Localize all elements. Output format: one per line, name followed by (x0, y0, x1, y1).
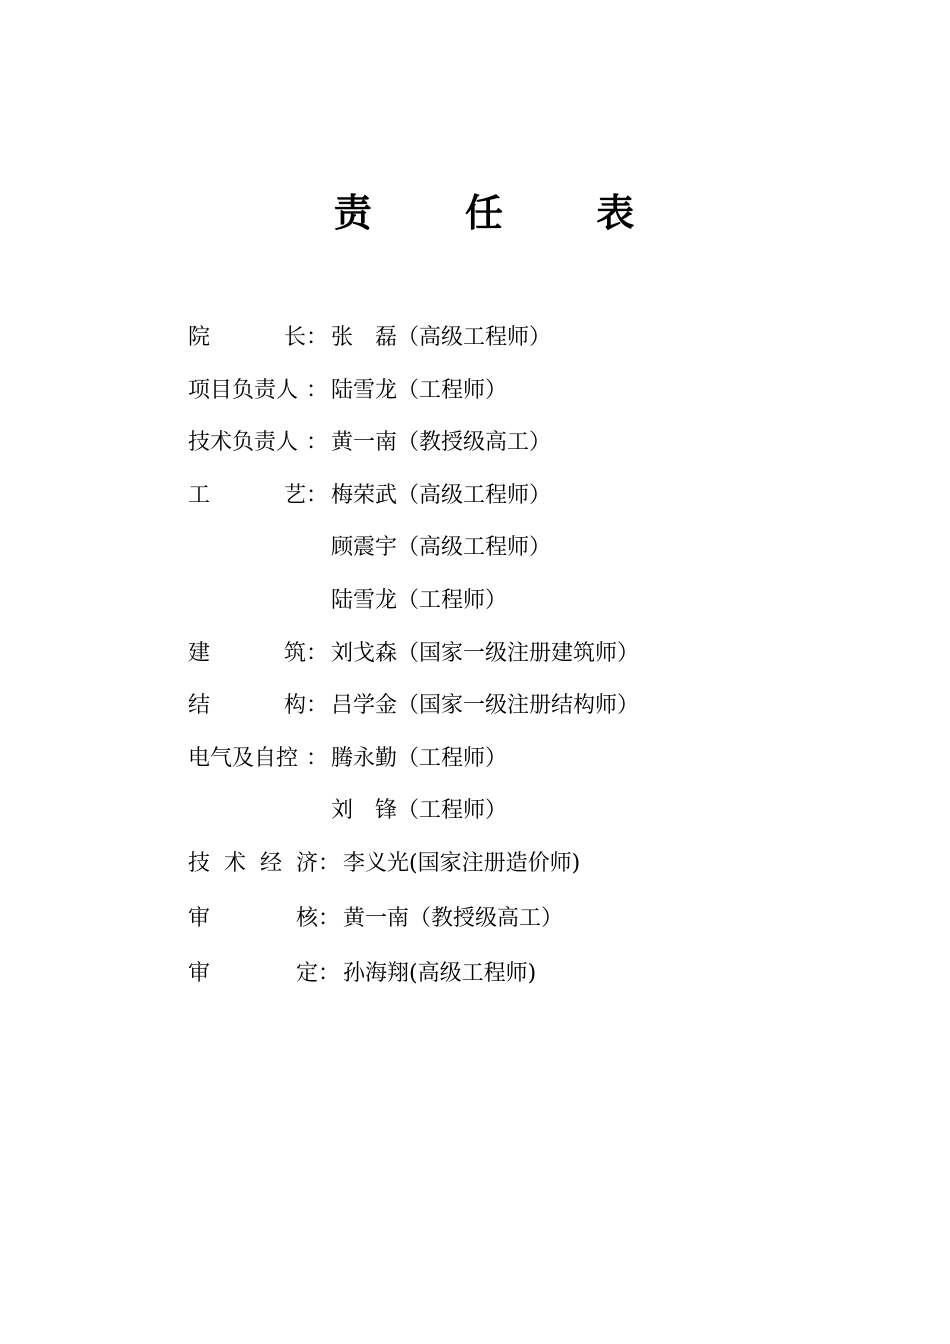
person-entry (331, 581, 507, 621)
person-qualification: （工程师） (397, 377, 508, 403)
colon: ： (306, 693, 329, 719)
colon: ： (306, 640, 329, 666)
person-qualification: （教授级高工） (397, 430, 552, 456)
person-entry (331, 476, 551, 516)
person-qualification: （教授级高工） (409, 905, 564, 931)
role-char: 构 (284, 693, 307, 719)
role-label: 项目负责人 (188, 377, 299, 403)
person-entry (331, 686, 639, 726)
person-entry (331, 371, 507, 411)
person-qualification: （国家一级注册结构师） (397, 693, 640, 719)
person-qualification: (国家注册造价师) (409, 850, 581, 876)
role-char: 艺 (284, 482, 307, 508)
person-entry (331, 528, 551, 568)
colon: ： (306, 430, 329, 456)
role-char: 技 (188, 850, 211, 876)
person-name: 梅荣武 (331, 482, 398, 508)
person-name: 陆雪龙 (331, 587, 398, 613)
person-name: 刘 锋 (331, 798, 398, 824)
person-qualification: （高级工程师） (397, 325, 552, 350)
person-qualification: （高级工程师） (397, 482, 552, 508)
role-char: 结 (188, 693, 211, 719)
person-name: 顾震宇 (331, 535, 398, 561)
person-name: 孙海翔 (343, 960, 410, 986)
person-name: 黄一南 (343, 905, 410, 931)
role-char: 审 (188, 960, 211, 986)
role-char: 长 (284, 325, 307, 350)
role-char: 院 (188, 325, 211, 350)
person-entry (331, 423, 551, 463)
person-entry (343, 844, 580, 884)
colon: ： (306, 325, 329, 350)
person-name: 吕学金 (331, 693, 398, 719)
colon: ： (318, 960, 341, 986)
colon: ： (306, 482, 329, 508)
person-qualification: （工程师） (397, 798, 508, 824)
person-qualification: （工程师） (397, 745, 508, 771)
role-label: 技术负责人 (188, 430, 299, 456)
role-char: 定 (296, 960, 319, 986)
person-qualification: （高级工程师） (397, 535, 552, 561)
person-entry (331, 739, 507, 779)
role-char: 筑 (284, 640, 307, 666)
role-char: 核 (296, 905, 319, 931)
colon: ： (318, 850, 341, 876)
person-qualification: (高级工程师) (409, 960, 537, 986)
person-entry (331, 318, 551, 358)
role-char: 建 (188, 640, 211, 666)
colon: ： (318, 905, 341, 931)
colon: ： (306, 745, 329, 771)
person-qualification: （国家一级注册建筑师） (397, 640, 640, 666)
person-name: 黄一南 (331, 430, 398, 456)
person-entry (343, 899, 563, 939)
role-char: 审 (188, 905, 211, 931)
colon: ： (306, 377, 329, 403)
person-entry (331, 791, 507, 831)
role-char: 工 (188, 482, 211, 508)
person-entry (343, 954, 536, 994)
person-name: 陆雪龙 (331, 377, 398, 403)
person-qualification: （工程师） (397, 587, 508, 613)
person-name: 李义光 (343, 850, 410, 876)
person-name: 张 磊 (331, 325, 398, 350)
person-entry (331, 634, 639, 674)
person-name: 刘戈森 (331, 640, 398, 666)
role-char: 济 (296, 850, 319, 876)
role-char: 经 (260, 850, 283, 876)
role-char: 术 (224, 850, 247, 876)
page-title: 责 任 表 (333, 191, 675, 235)
role-label: 电气及自控 (188, 745, 299, 771)
person-name: 腾永勤 (331, 745, 398, 771)
